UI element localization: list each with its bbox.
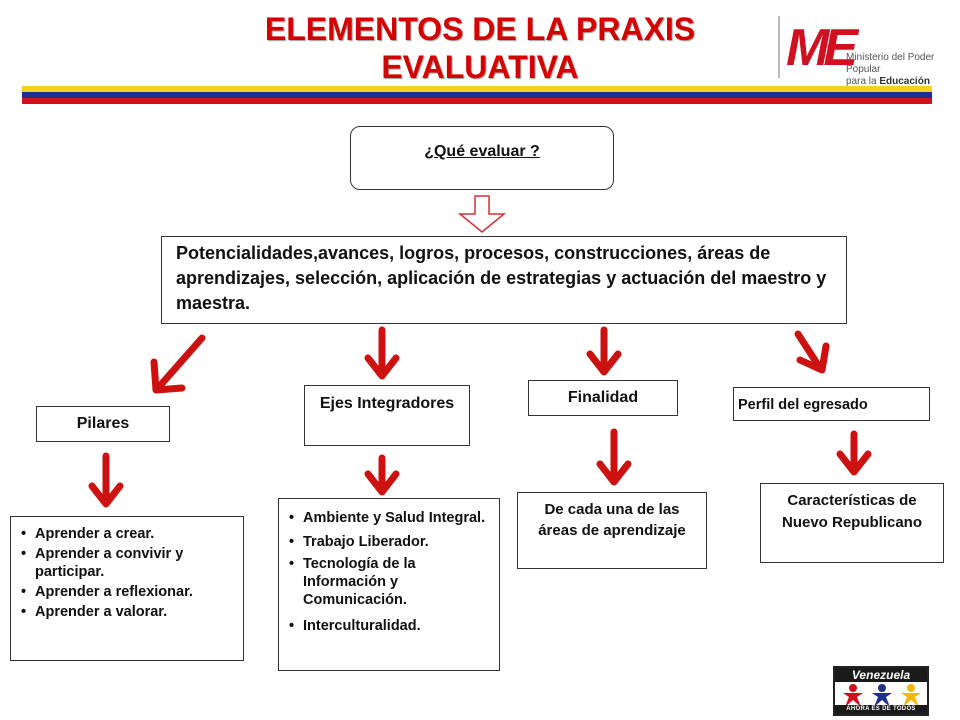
title-line-1: ELEMENTOS DE LA PRAXIS bbox=[264, 11, 696, 47]
arrow-down-icon bbox=[840, 434, 868, 472]
list-item: • Trabajo Liberador. bbox=[303, 533, 495, 551]
arrow-down-icon bbox=[368, 330, 396, 376]
arrow-down-right-icon bbox=[798, 334, 826, 370]
outline-down-arrow-icon bbox=[460, 196, 504, 232]
finalidad-detail-text: De cada una de las áreas de aprendizaje bbox=[538, 501, 686, 539]
question-text: ¿Qué evaluar ? bbox=[424, 143, 540, 160]
main-description-text: Potencialidades,avances, logros, procesos, construcciones, áreas de aprendizajes, selección, aplicación de estrategias y actuación del maestro y maestra. bbox=[176, 243, 827, 313]
title-line-2: EVALUATIVA bbox=[381, 49, 579, 85]
me-logo-icon: ME bbox=[786, 19, 852, 77]
venezuela-logo-title: Venezuela bbox=[835, 668, 927, 682]
list-item: • Aprender a valorar. bbox=[35, 603, 239, 621]
finalidad-label: Finalidad bbox=[567, 389, 639, 406]
arrow-down-icon bbox=[92, 456, 120, 504]
list-item: • Ambiente y Salud Integral. bbox=[303, 509, 495, 527]
list-item: • Interculturalidad. bbox=[303, 617, 495, 635]
people-figures-icon bbox=[839, 683, 925, 707]
ejes-label: Ejes Integradores bbox=[319, 395, 455, 412]
pilares-label: Pilares bbox=[76, 415, 130, 432]
arrow-down-left-icon bbox=[154, 338, 202, 390]
arrow-down-icon bbox=[368, 458, 396, 492]
ministry-name: Ministerio del Poder Popular para la Educación bbox=[846, 52, 935, 87]
list-item: • Aprender a reflexionar. bbox=[35, 583, 239, 601]
list-item: • Aprender a convivir y participar. bbox=[35, 545, 239, 581]
arrow-down-icon bbox=[600, 432, 628, 482]
venezuela-logo bbox=[833, 666, 929, 716]
venezuela-logo-slogan: AHORA ES DE TODOS bbox=[835, 705, 927, 714]
perfil-label: Perfil del egresado bbox=[738, 397, 868, 413]
arrow-down-icon bbox=[590, 330, 618, 372]
list-item: • Tecnología de la Información y Comunicación. bbox=[303, 555, 495, 609]
perfil-detail-text: Características de Nuevo Republicano bbox=[781, 492, 923, 531]
list-item: • Aprender a crear. bbox=[35, 525, 239, 543]
